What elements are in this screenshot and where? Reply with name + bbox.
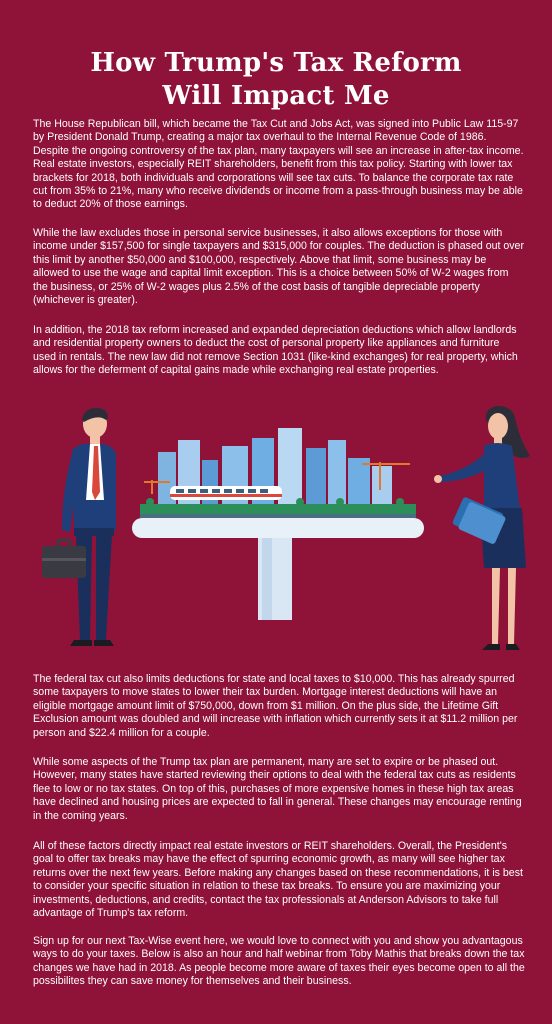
title-line-2: Will Impact Me [162,81,390,112]
paragraph-exceptions: While the law excludes those in personal service businesses, it also allows exceptions for those with income under $157,500 for single taxpayers and $315,000 for couples. The deduction is phased out over this limit by another $50,000 and $100,000, respectively. Above that limit, some business may be allowed to use the wage and capital limit exception. This is a choice between 50% of W-2 wages from the business, or 25% of W-2 wages plus 2.5% of the cost basis of tangible depreciable property (whichever is greater). [33,227,524,307]
paragraph-investors: All of these factors directly impact real estate investors or REIT shareholders. Overall, the President's goal to offer tax breaks may have the effect of spurring economic growth, as many will see higher tax returns over the next few years. Before making any changes based on these recommendations, it is best to consider your specific situation in relation to these tax breaks. To ensure you are maximizing your investments, deductions, and credits, contact the tax professionals at Anderson Advisors to take full advantage of Trump's tax reform. [33,840,523,920]
title-line-1: How Trump's Tax Reform [90,48,462,79]
businessman-with-briefcase-icon [42,408,116,646]
city-model-on-table-icon [132,428,424,620]
page-title [0,47,552,113]
businesswoman-with-folder-icon [434,406,530,650]
paragraph-phase-out: While some aspects of the Trump tax plan are permanent, many are set to expire or be phased out. However, many states have started reviewing their options to deal with the federal tax cuts as residents flee to low or no tax states. On top of this, purchases of more expensive homes in these high tax areas have declined and housing prices are expected to fall in general. These changes may encourage renting in the coming years. [33,756,522,822]
paragraph-deductions: The federal tax cut also limits deductions for state and local taxes to $10,000. This has already spurred some taxpayers to move states to lower their tax burden. Mortgage interest deductions will have an eligible mortgage amount limit of $750,000, down from $1 million. On the plus side, the Lifetime Gift Exclusion amount was doubled and will increase with inflation which currently sets it at $11.2 million per person and $22.4 million for a couple. [33,673,518,739]
paragraph-depreciation: In addition, the 2018 tax reform increased and expanded depreciation deductions which allow landlords and residential property owners to deduct the cost of personal property like appliances and furniture used in rentals. The new law did not remove Section 1031 (like-kind exchanges) for real property, which allows for the deferment of capital gains made while exchanging real estate properties. [33,324,518,377]
tax-reform-illustration [0,400,552,668]
paragraph-intro: The House Republican bill, which became the Tax Cut and Jobs Act, was signed into Public Law 115-97 by President Donald Trump, creating a major tax overhaul to the Internal Revenue Code of 1986. Despite the ongoing controversy of the tax plan, many taxpayers will see an increase in after-tax income. Real estate investors, especially REIT shareholders, benefit from this tax policy. Starting with lower tax brackets for 2018, both individuals and corporations will see tax cuts. To balance the corporate tax rate cut from 35% to 21%, many who receive dividends or income from a pass-through business may be able to deduct 20% of those earnings. [33,118,524,211]
paragraph-signup: Sign up for our next Tax-Wise event here, we would love to connect with you and show you advantagous ways to do your taxes. Below is also an hour and half webinar from Toby Mathis that breaks down the tax changes we have had in 2018. As people become more aware of taxes their eyes become open to all the possibilites they can save money for themselves and their business. [33,935,525,988]
